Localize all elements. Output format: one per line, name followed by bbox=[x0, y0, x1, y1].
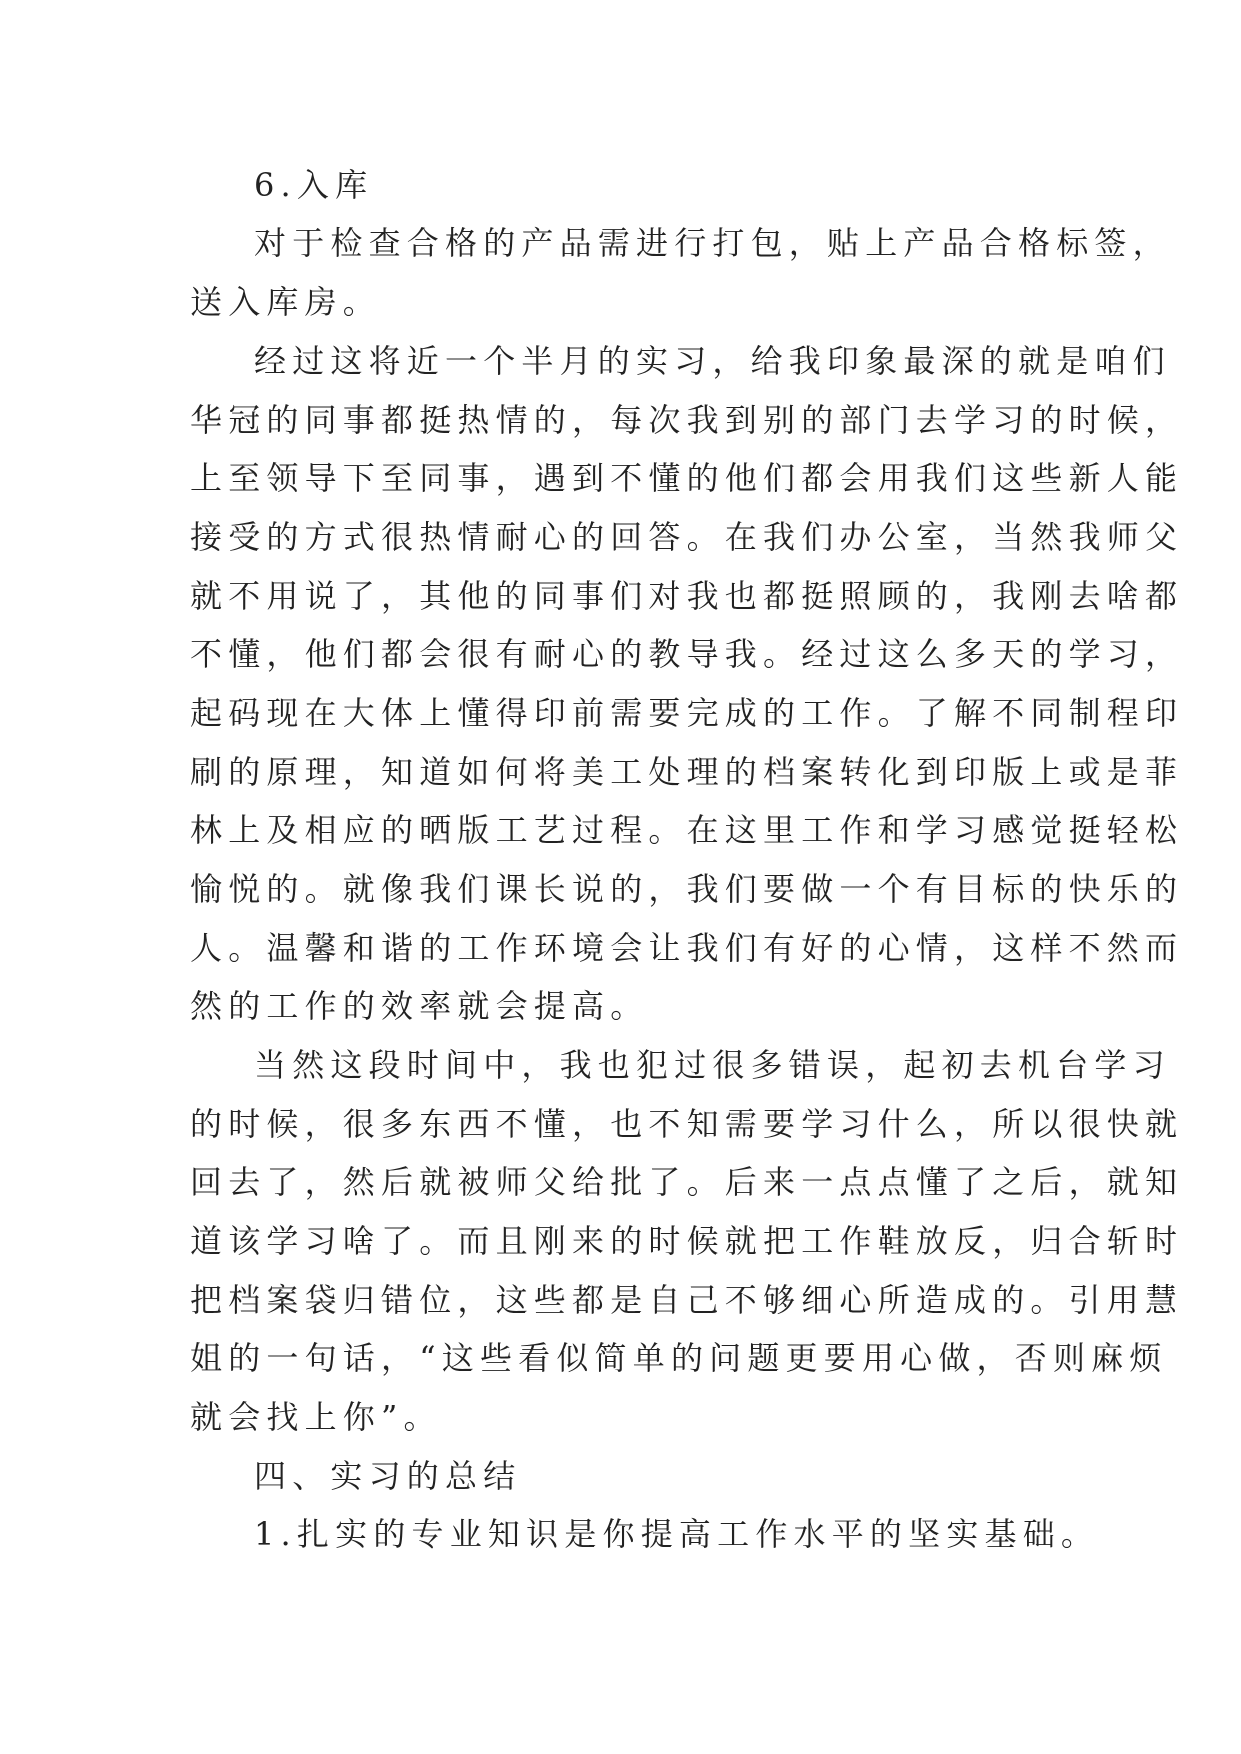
paragraph-line: 然的工作的效率就会提高。 bbox=[190, 987, 649, 1025]
paragraph-line: 的时候，很多东西不懂，也不知需要学习什么，所以很快就 bbox=[190, 1105, 1184, 1143]
section-heading: 四、实习的总结 bbox=[254, 1457, 522, 1495]
paragraph-line: 当然这段时间中，我也犯过很多错误，起初去机台学习 bbox=[254, 1046, 1171, 1084]
paragraph-line: 刷的原理，知道如何将美工处理的档案转化到印版上或是菲 bbox=[190, 753, 1184, 791]
paragraph-line: 就会找上你”。 bbox=[190, 1398, 442, 1436]
paragraph-line: 愉悦的。就像我们课长说的，我们要做一个有目标的快乐的 bbox=[190, 870, 1184, 908]
list-item: 1.扎实的专业知识是你提高工作水平的坚实基础。 bbox=[254, 1515, 1100, 1553]
paragraph-line: 就不用说了，其他的同事们对我也都挺照顾的，我刚去啥都 bbox=[190, 577, 1184, 615]
paragraph-line: 把档案袋归错位，这些都是自己不够细心所造成的。引用慧 bbox=[190, 1281, 1184, 1319]
paragraph-line: 人。温馨和谐的工作环境会让我们有好的心情，这样不然而 bbox=[190, 929, 1184, 967]
paragraph-line: 送入库房。 bbox=[190, 283, 382, 321]
paragraph-line: 林上及相应的晒版工艺过程。在这里工作和学习感觉挺轻松 bbox=[190, 811, 1184, 849]
paragraph-line: 道该学习啥了。而且刚来的时候就把工作鞋放反，归合斩时 bbox=[190, 1222, 1184, 1260]
paragraph-line: 对于检查合格的产品需进行打包，贴上产品合格标签， bbox=[254, 224, 1171, 262]
paragraph-line: 经过这将近一个半月的实习，给我印象最深的就是咱们 bbox=[254, 342, 1171, 380]
paragraph-line: 不懂，他们都会很有耐心的教导我。经过这么多天的学习， bbox=[190, 635, 1184, 673]
heading-warehousing: 6.入库 bbox=[254, 166, 374, 204]
paragraph-line: 回去了，然后就被师父给批了。后来一点点懂了之后，就知 bbox=[190, 1163, 1184, 1201]
paragraph-line: 接受的方式很热情耐心的回答。在我们办公室，当然我师父 bbox=[190, 518, 1184, 556]
paragraph-line: 姐的一句话，“这些看似简单的问题更要用心做，否则麻烦 bbox=[190, 1339, 1168, 1377]
paragraph-line: 上至领导下至同事，遇到不懂的他们都会用我们这些新人能 bbox=[190, 459, 1184, 497]
paragraph-line: 华冠的同事都挺热情的，每次我到别的部门去学习的时候， bbox=[190, 401, 1184, 439]
paragraph-line: 起码现在大体上懂得印前需要完成的工作。了解不同制程印 bbox=[190, 694, 1184, 732]
